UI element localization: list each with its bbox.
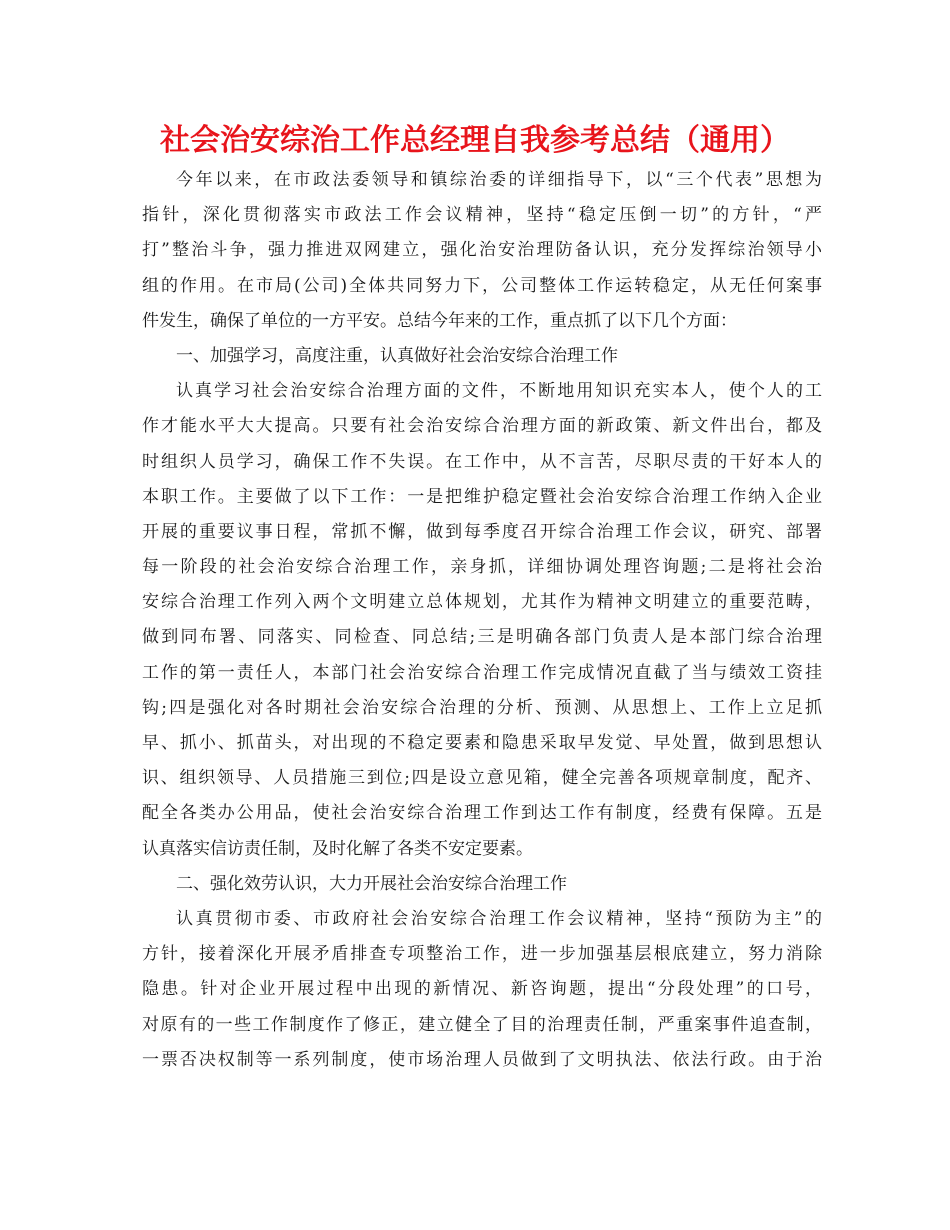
text-line: 开展的重要议事日程，常抓不懈，做到每季度召开综合治理工作会议，研究、部署 — [142, 521, 822, 542]
text-line: 件发生，确保了单位的一方平安。总结今年来的工作，重点抓了以下几个方面： — [142, 310, 737, 331]
text-line: 对原有的一些工作制度作了修正，建立健全了目的治理责任制，严重案事件追查制， — [142, 1014, 822, 1035]
text-line: 一、加强学习，高度注重，认真做好社会治安综合治理工作 — [176, 345, 618, 366]
document-body — [142, 163, 822, 1078]
text-line: 识、组织领导、人员措施三到位;四是设立意见箱，健全完善各项规章制度，配齐、 — [142, 768, 822, 789]
text-line: 早、抓小、抓苗头，对出现的不稳定要素和隐患采取早发觉、早处置，做到思想认 — [142, 733, 822, 753]
text-line: 安综合治理工作列入两个文明建立总体规划，尤其作为精神文明建立的重要范畴， — [142, 592, 822, 613]
text-line: 认真落实信访责任制，及时化解了各类不安定要素。 — [142, 838, 533, 859]
text-line: 指针，深化贯彻落实市政法工作会议精神，坚持“稳定压倒一切”的方针，“严 — [142, 205, 822, 226]
text-line: 工作的第一责任人，本部门社会治安综合治理工作完成情况直截了当与绩效工资挂 — [142, 662, 822, 683]
text-line: 本职工作。主要做了以下工作：一是把维护稳定暨社会治安综合治理工作纳入企业 — [142, 486, 822, 507]
text-line: 认真学习社会治安综合治理方面的文件，不断地用知识充实本人，使个人的工 — [176, 381, 822, 402]
text-line: 配全各类办公用品，使社会治安综合治理工作到达工作有制度，经费有保障。五是 — [142, 803, 822, 824]
text-line: 隐患。针对企业开展过程中出现的新情况、新咨询题，提出“分段处理”的口号， — [142, 979, 822, 1000]
text-line: 时组织人员学习，确保工作不失误。在工作中，从不言苦，尽职尽责的干好本人的 — [142, 451, 822, 472]
text-line: 二、强化效劳认识，大力开展社会治安综合治理工作 — [176, 873, 567, 894]
text-line: 今年以来，在市政法委领导和镇综治委的详细指导下，以“三个代表”思想为 — [176, 170, 822, 190]
text-line: 钩;四是强化对各时期社会治安综合治理的分析、预测、从思想上、工作上立足抓 — [142, 697, 822, 718]
text-line: 每一阶段的社会治安综合治理工作，亲身抓，详细协调处理咨询题;二是将社会治 — [142, 557, 822, 578]
text-line: 组的作用。在市局(公司)全体共同努力下，公司整体工作运转稳定，从无任何案事 — [142, 275, 822, 296]
text-line: 做到同布署、同落实、同检查、同总结;三是明确各部门负责人是本部门综合治理 — [142, 627, 822, 648]
text-line: 一票否决权制等一系列制度，使市场治理人员做到了文明执法、依法行政。由于治 — [142, 1049, 822, 1070]
text-line: 作才能水平大大提高。只要有社会治安综合治理方面的新政策、新文件出台，都及 — [142, 416, 822, 437]
text-line: 认真贯彻市委、市政府社会治安综合治理工作会议精神，坚持“预防为主”的 — [176, 908, 822, 929]
document-title: 社会治安综治工作总经理自我参考总结（通用） — [160, 123, 790, 158]
text-line: 方针，接着深化开展矛盾排查专项整治工作，进一步加强基层根底建立，努力消除 — [142, 944, 822, 965]
text-line: 打”整治斗争，强力推进双网建立，强化治安治理防备认识，充分发挥综治领导小 — [142, 240, 822, 261]
